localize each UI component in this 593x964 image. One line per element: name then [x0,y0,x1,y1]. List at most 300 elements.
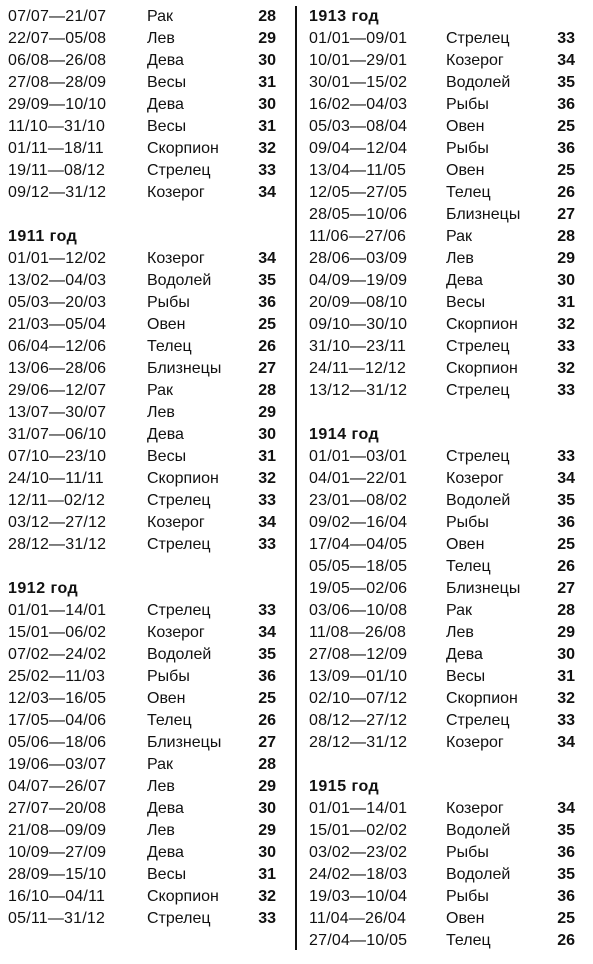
date-range: 13/07—30/07 [8,404,107,421]
row-number: 32 [258,888,276,905]
row-number: 30 [258,426,276,443]
row-number: 36 [557,140,575,157]
zodiac-sign: Близнецы [446,206,521,223]
row-number: 34 [258,184,276,201]
zodiac-sign: Стрелец [147,602,211,619]
table-row [8,72,280,94]
zodiac-sign: Рак [147,8,174,25]
zodiac-sign: Стрелец [446,30,510,47]
zodiac-sign: Скорпион [147,140,219,157]
table-row [8,424,280,446]
date-range: 25/02—11/03 [8,668,106,685]
row-number: 35 [557,822,575,839]
row-number: 32 [258,470,276,487]
table-row [8,732,280,754]
zodiac-sign: Скорпион [147,470,219,487]
date-range: 19/05—02/06 [309,580,408,597]
table-row [309,666,589,688]
date-range: 22/07—05/08 [8,30,107,47]
row-number: 26 [258,338,276,355]
zodiac-sign: Козерог [446,800,504,817]
row-number: 36 [557,888,575,905]
row-number: 25 [258,690,276,707]
zodiac-sign: Весы [147,866,187,883]
table-row [309,116,589,138]
date-range: 11/08—26/08 [309,624,407,641]
year-heading-1914: 1914 год [309,426,380,443]
date-range: 13/09—01/10 [309,668,408,685]
zodiac-sign: Козерог [446,52,504,69]
row-number: 33 [258,536,276,553]
date-range: 31/10—23/11 [309,338,407,355]
row-number: 29 [557,624,575,641]
table-row [8,512,280,534]
date-range: 13/04—11/05 [309,162,407,179]
table-row [309,160,589,182]
date-range: 01/01—14/01 [309,800,408,817]
table-row [309,358,589,380]
row-number: 35 [557,492,575,509]
date-range: 31/07—06/10 [8,426,107,443]
row-number: 34 [557,734,575,751]
date-range: 06/08—26/08 [8,52,107,69]
row-number: 36 [557,514,575,531]
table-row [8,798,280,820]
row-number: 30 [258,96,276,113]
date-range: 28/12—31/12 [309,734,408,751]
table-row [309,50,589,72]
table-row [309,292,589,314]
date-range: 10/01—29/01 [309,52,408,69]
row-number: 31 [258,448,276,465]
zodiac-sign: Рыбы [147,668,190,685]
zodiac-sign: Рак [147,756,174,773]
row-number: 33 [557,382,575,399]
table-row [309,138,589,160]
zodiac-sign: Дева [147,800,184,817]
year-heading-1911: 1911 год [8,228,78,245]
row-number: 34 [557,800,575,817]
zodiac-sign: Козерог [147,250,205,267]
zodiac-sign: Козерог [446,734,504,751]
date-range: 27/08—28/09 [8,74,107,91]
row-number: 33 [258,162,276,179]
zodiac-sign: Рак [446,602,473,619]
row-number: 30 [258,52,276,69]
zodiac-sign: Лев [147,404,175,421]
date-range: 17/05—04/06 [8,712,107,729]
table-row [309,270,589,292]
row-number: 29 [557,250,575,267]
zodiac-sign: Овен [446,910,485,927]
row-number: 33 [557,30,575,47]
zodiac-sign: Овен [446,536,485,553]
zodiac-sign: Стрелец [147,910,211,927]
date-range: 16/10—04/11 [8,888,106,905]
row-number: 27 [557,206,575,223]
table-row [309,600,589,622]
zodiac-sign: Водолей [446,74,511,91]
zodiac-sign: Козерог [147,184,205,201]
zodiac-sign: Рак [147,382,174,399]
section-1912 [8,578,280,930]
date-range: 13/12—31/12 [309,382,408,399]
table-row [8,688,280,710]
table-row [309,732,589,754]
table-row [309,94,589,116]
date-range: 28/05—10/06 [309,206,408,223]
date-range: 28/06—03/09 [309,250,408,267]
row-number: 35 [557,866,575,883]
table-row [8,336,280,358]
section-1913 [309,6,589,402]
row-number: 32 [557,360,575,377]
date-range: 24/02—18/03 [309,866,408,883]
table-row [309,908,589,930]
table-row [309,798,589,820]
table-row [309,578,589,600]
date-range: 19/03—10/04 [309,888,408,905]
section-1910-continuation [8,6,280,204]
zodiac-sign: Телец [446,184,491,201]
date-range: 05/05—18/05 [309,558,408,575]
row-number: 32 [557,316,575,333]
date-range: 15/01—02/02 [309,822,408,839]
table-row [8,94,280,116]
column-divider [295,6,297,950]
date-range: 05/03—20/03 [8,294,107,311]
row-number: 27 [557,580,575,597]
table-row [8,138,280,160]
date-range: 19/11—08/12 [8,162,106,179]
zodiac-sign: Лев [147,30,175,47]
zodiac-sign: Козерог [147,624,205,641]
zodiac-sign: Овен [147,316,186,333]
row-number: 29 [258,822,276,839]
row-number: 31 [557,294,575,311]
table-row [8,644,280,666]
table-row [8,908,280,930]
date-range: 01/11—18/11 [8,140,104,157]
table-row [8,842,280,864]
zodiac-sign: Телец [147,712,192,729]
zodiac-sign: Стрелец [147,536,211,553]
table-row [8,28,280,50]
date-range: 30/01—15/02 [309,74,408,91]
zodiac-sign: Водолей [446,492,511,509]
table-row [8,314,280,336]
section-1915 [309,776,589,952]
date-range: 24/10—11/11 [8,470,104,487]
zodiac-sign: Лев [446,624,474,641]
row-number: 34 [557,470,575,487]
zodiac-sign: Рыбы [446,514,489,531]
table-row [309,380,589,402]
zodiac-sign: Стрелец [446,338,510,355]
date-range: 12/05—27/05 [309,184,408,201]
zodiac-sign: Стрелец [147,162,211,179]
zodiac-sign: Стрелец [147,492,211,509]
table-row [309,248,589,270]
row-number: 33 [557,448,575,465]
date-range: 01/01—14/01 [8,602,107,619]
table-row [8,864,280,886]
zodiac-sign: Дева [147,52,184,69]
zodiac-sign: Козерог [147,514,205,531]
zodiac-sign: Близнецы [147,360,222,377]
row-number: 30 [557,646,575,663]
table-row [309,72,589,94]
row-number: 25 [557,536,575,553]
zodiac-sign: Овен [147,690,186,707]
row-number: 28 [557,228,575,245]
date-range: 15/01—06/02 [8,624,107,641]
table-row [8,160,280,182]
date-range: 09/10—30/10 [309,316,408,333]
table-row [309,336,589,358]
row-number: 29 [258,30,276,47]
zodiac-sign: Рак [446,228,473,245]
date-range: 11/06—27/06 [309,228,407,245]
date-range: 01/01—12/02 [8,250,107,267]
zodiac-sign: Дева [446,646,483,663]
table-row [309,688,589,710]
date-range: 01/01—03/01 [309,448,408,465]
date-range: 29/06—12/07 [8,382,107,399]
zodiac-sign: Рыбы [446,96,489,113]
date-range: 05/06—18/06 [8,734,107,751]
date-range: 03/02—23/02 [309,844,408,861]
zodiac-sign: Овен [446,162,485,179]
zodiac-sign: Весы [147,74,187,91]
date-range: 09/02—16/04 [309,514,408,531]
date-range: 04/07—26/07 [8,778,107,795]
zodiac-sign: Весы [446,294,486,311]
row-number: 29 [258,404,276,421]
zodiac-sign: Близнецы [147,734,222,751]
zodiac-sign: Козерог [446,470,504,487]
table-row [309,842,589,864]
row-number: 32 [557,690,575,707]
row-number: 33 [258,492,276,509]
date-range: 28/09—15/10 [8,866,107,883]
row-number: 31 [258,118,276,135]
row-number: 31 [258,74,276,91]
date-range: 23/01—08/02 [309,492,408,509]
row-number: 36 [557,844,575,861]
table-row [8,270,280,292]
year-heading-1913: 1913 год [309,8,380,25]
zodiac-sign: Стрелец [446,448,510,465]
table-row [309,622,589,644]
zodiac-sign: Рыбы [446,888,489,905]
row-number: 27 [258,734,276,751]
table-row [309,314,589,336]
table-row [309,710,589,732]
table-row [309,644,589,666]
date-range: 05/11—31/12 [8,910,106,927]
zodiac-sign: Телец [446,932,491,949]
row-number: 33 [557,712,575,729]
row-number: 25 [557,910,575,927]
table-row [8,380,280,402]
table-row [309,204,589,226]
row-number: 34 [557,52,575,69]
table-row [309,534,589,556]
date-range: 07/10—23/10 [8,448,107,465]
table-row [309,226,589,248]
zodiac-sign: Водолей [446,822,511,839]
zodiac-sign: Водолей [147,272,212,289]
row-number: 27 [258,360,276,377]
table-row [8,534,280,556]
right-column [309,6,589,952]
date-range: 05/03—08/04 [309,118,408,135]
date-range: 17/04—04/05 [309,536,408,553]
zodiac-sign: Рыбы [147,294,190,311]
table-row [309,886,589,908]
row-number: 28 [258,756,276,773]
date-range: 03/12—27/12 [8,514,107,531]
row-number: 25 [557,162,575,179]
zodiac-sign: Дева [446,272,483,289]
zodiac-sign: Скорпион [147,888,219,905]
zodiac-sign: Рыбы [446,140,489,157]
table-row [8,182,280,204]
date-range: 12/03—16/05 [8,690,107,707]
table-row [8,820,280,842]
table-row [309,446,589,468]
left-column [8,6,280,930]
zodiac-sign: Овен [446,118,485,135]
zodiac-sign: Лев [446,250,474,267]
table-row [8,292,280,314]
section-1914 [309,424,589,754]
date-range: 09/04—12/04 [309,140,408,157]
zodiac-sign: Лев [147,822,175,839]
table-row [309,182,589,204]
table-row [8,446,280,468]
year-heading-1915: 1915 год [309,778,380,795]
row-number: 35 [258,646,276,663]
table-row [8,886,280,908]
table-row [309,512,589,534]
date-range: 27/04—10/05 [309,932,408,949]
date-range: 28/12—31/12 [8,536,107,553]
date-range: 27/07—20/08 [8,800,107,817]
table-row [8,600,280,622]
table-row [8,468,280,490]
table-row [8,402,280,424]
table-row [8,754,280,776]
table-row [309,820,589,842]
table-row [8,710,280,732]
table-row [8,116,280,138]
row-number: 30 [557,272,575,289]
date-range: 24/11—12/12 [309,360,407,377]
date-range: 27/08—12/09 [309,646,408,663]
zodiac-sign: Телец [446,558,491,575]
table-row [309,468,589,490]
zodiac-sign: Весы [147,118,187,135]
row-number: 33 [258,602,276,619]
row-number: 28 [258,8,276,25]
date-range: 04/09—19/09 [309,272,408,289]
date-range: 29/09—10/10 [8,96,107,113]
date-range: 21/03—05/04 [8,316,107,333]
date-range: 03/06—10/08 [309,602,408,619]
row-number: 35 [258,272,276,289]
row-number: 28 [258,382,276,399]
date-range: 07/02—24/02 [8,646,107,663]
date-range: 13/02—04/03 [8,272,107,289]
date-range: 13/06—28/06 [8,360,107,377]
zodiac-sign: Стрелец [446,382,510,399]
row-number: 36 [557,96,575,113]
zodiac-sign: Телец [147,338,192,355]
table-row [8,6,280,28]
row-number: 30 [258,844,276,861]
table-row [8,50,280,72]
date-range: 04/01—22/01 [309,470,408,487]
section-1911 [8,226,280,556]
row-number: 29 [258,778,276,795]
row-number: 25 [258,316,276,333]
row-number: 32 [258,140,276,157]
row-number: 31 [258,866,276,883]
date-range: 10/09—27/09 [8,844,107,861]
row-number: 36 [258,294,276,311]
zodiac-sign: Близнецы [446,580,521,597]
zodiac-sign: Водолей [147,646,212,663]
date-range: 09/12—31/12 [8,184,107,201]
row-number: 25 [557,118,575,135]
row-number: 34 [258,624,276,641]
row-number: 35 [557,74,575,91]
date-range: 08/12—27/12 [309,712,408,729]
row-number: 36 [258,668,276,685]
zodiac-sign: Водолей [446,866,511,883]
date-range: 11/10—31/10 [8,118,106,135]
zodiac-sign: Весы [446,668,486,685]
zodiac-sign: Скорпион [446,316,518,333]
table-row [8,490,280,512]
row-number: 33 [258,910,276,927]
date-range: 02/10—07/12 [309,690,408,707]
date-range: 20/09—08/10 [309,294,408,311]
date-range: 01/01—09/01 [309,30,408,47]
date-range: 12/11—02/12 [8,492,106,509]
date-range: 21/08—09/09 [8,822,107,839]
zodiac-sign: Скорпион [446,690,518,707]
row-number: 26 [258,712,276,729]
table-row [309,28,589,50]
row-number: 26 [557,932,575,949]
table-row [8,358,280,380]
date-range: 11/04—26/04 [309,910,407,927]
row-number: 26 [557,184,575,201]
date-range: 19/06—03/07 [8,756,107,773]
year-heading-1912: 1912 год [8,580,79,597]
zodiac-sign: Скорпион [446,360,518,377]
row-number: 30 [258,800,276,817]
zodiac-sign: Дева [147,844,184,861]
date-range: 07/07—21/07 [8,8,107,25]
table-row [309,930,589,952]
row-number: 33 [557,338,575,355]
row-number: 34 [258,250,276,267]
zodiac-sign: Стрелец [446,712,510,729]
